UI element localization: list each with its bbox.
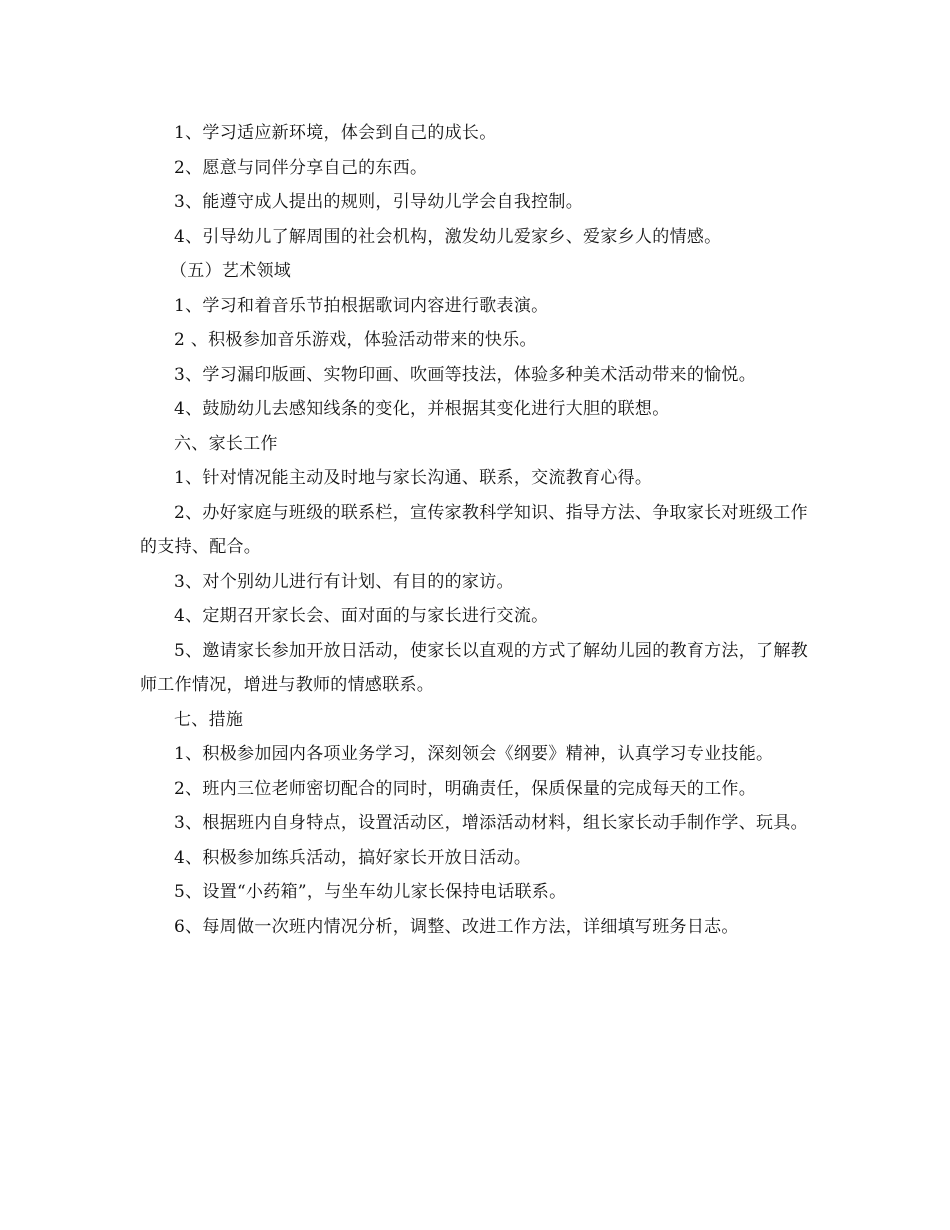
art-item-1: 1、学习和着音乐节拍根据歌词内容进行歌表演。 xyxy=(174,295,549,316)
section-heading-measures: 七、措施 xyxy=(174,709,244,730)
measures-item-4: 4、积极参加练兵活动，搞好家长开放日活动。 xyxy=(174,847,532,868)
measures-item-2: 2、班内三位老师密切配合的同时，明确责任，保质保量的完成每天的工作。 xyxy=(174,778,757,799)
social-item-1: 1、学习适应新环境，体会到自己的成长。 xyxy=(174,123,497,143)
document-body xyxy=(140,116,815,944)
measures-item-3: 3、根据班内自身特点，设置活动区，增添活动材料，组长家长动手制作学、玩具。 xyxy=(174,813,808,833)
parent-work-item-5: 5、邀请家长参加开放日活动，使家长以直观的方式了解幼儿园的教育方法，了解教师工作情况，增进与教师的情感联系。 xyxy=(140,640,808,695)
art-item-3: 3、学习漏印版画、实物印画、吹画等技法，体验多种美术活动带来的愉悦。 xyxy=(174,364,757,385)
measures-item-1: 1、积极参加园内各项业务学习，深刻领会《纲要》精神，认真学习专业技能。 xyxy=(174,744,774,764)
parent-work-item-3: 3、对个别幼儿进行有计划、有目的的家访。 xyxy=(174,571,514,592)
parent-work-item-1: 1、针对情况能主动及时地与家长沟通、联系，交流教育心得。 xyxy=(174,468,653,488)
section-heading-parent-work: 六、家长工作 xyxy=(174,433,278,454)
social-item-4: 4、引导幼儿了解周围的社会机构，激发幼儿爱家乡、爱家乡人的情感。 xyxy=(174,226,722,247)
measures-item-6: 6、每周做一次班内情况分析，调整、改进工作方法，详细填写班务日志。 xyxy=(174,916,739,937)
art-item-4: 4、鼓励幼儿去感知线条的变化，并根据其变化进行大胆的联想。 xyxy=(174,399,670,419)
parent-work-item-2: 2、办好家庭与班级的联系栏，宣传家教科学知识、指导方法、争取家长对班级工作的支持、配合。 xyxy=(140,502,808,557)
art-item-2: 2 、积极参加音乐游戏，体验活动带来的快乐。 xyxy=(174,330,537,350)
social-item-2: 2、愿意与同伴分享自己的东西。 xyxy=(174,157,428,178)
parent-work-item-4: 4、定期召开家长会、面对面的与家长进行交流。 xyxy=(174,606,549,626)
social-item-3: 3、能遵守成人提出的规则，引导幼儿学会自我控制。 xyxy=(174,192,584,212)
measures-item-5: 5、设置“小药箱”，与坐车幼儿家长保持电话联系。 xyxy=(174,882,567,902)
section-heading-art: （五）艺术领域 xyxy=(170,261,292,281)
